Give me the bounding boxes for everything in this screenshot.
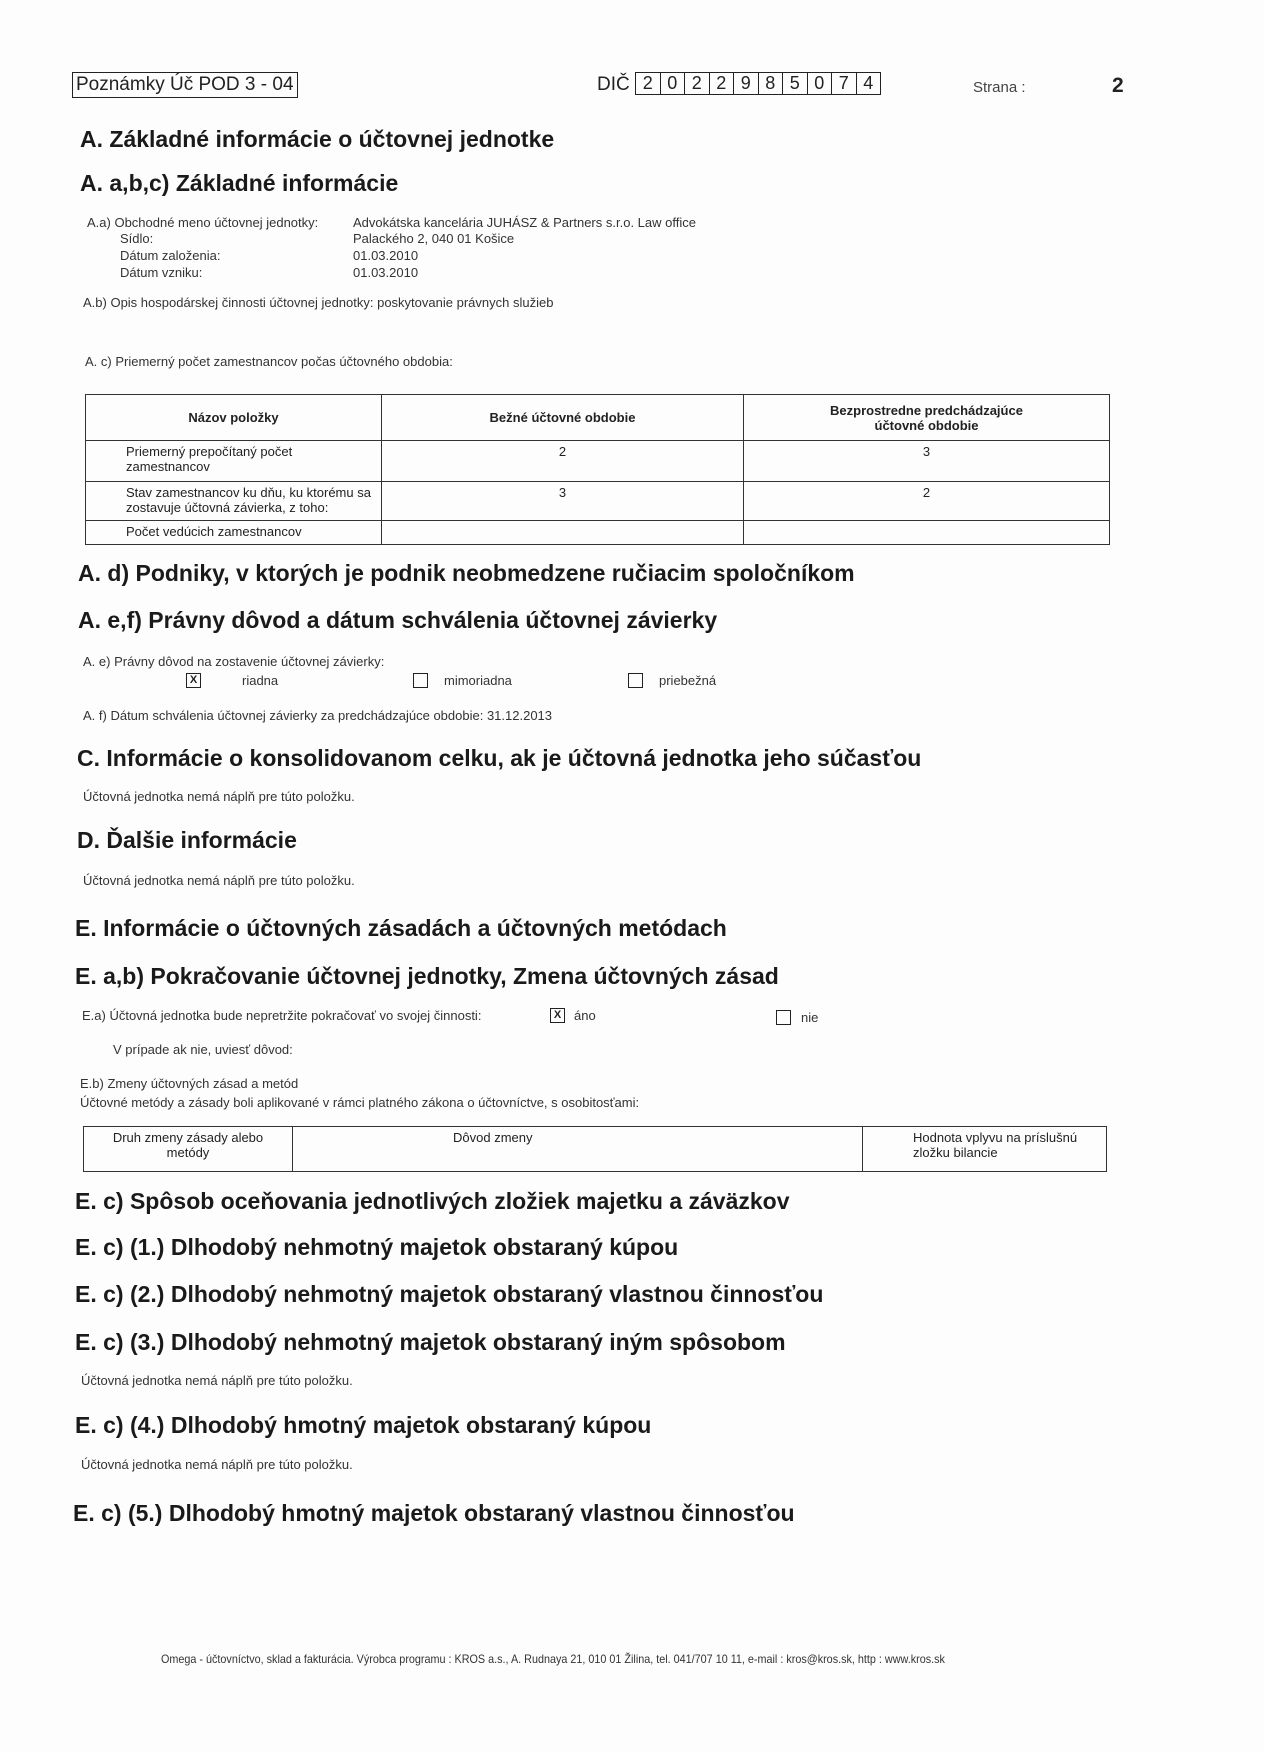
col-header: Bežné účtovné obdobie — [382, 395, 744, 441]
cell: Priemerný prepočítaný počet zamestnancov — [86, 441, 382, 482]
cell: 3 — [382, 482, 744, 521]
table-row — [86, 521, 1110, 545]
option-label: nie — [801, 1010, 819, 1025]
employees-label: A. c) Priemerný počet zamestnancov počas účtovného obdobia: — [85, 354, 453, 369]
cell: 2 — [744, 482, 1110, 521]
value: 01.03.2010 — [353, 248, 419, 263]
option-label: riadna — [242, 673, 279, 688]
approval-date: A. f) Dátum schválenia účtovnej závierky za predchádzajúce obdobie: 31.12.2013 — [83, 708, 553, 723]
note: Účtovná jednotka nemá náplň pre túto položku. — [83, 789, 355, 804]
note: Účtovná jednotka nemá náplň pre túto položku. — [81, 1457, 353, 1472]
label: A. e) Právny dôvod na zostavenie účtovnej závierky: — [83, 654, 385, 669]
note: Účtovná jednotka nemá náplň pre túto položku. — [81, 1373, 353, 1388]
cell: Stav zamestnancov ku dňu, ku ktorému sa zostavuje účtovná závierka, z toho: — [86, 482, 382, 521]
section-heading: E. c) Spôsob oceňovania jednotlivých zložiek majetku a záväzkov — [75, 1188, 790, 1214]
dic-digit: 2 — [685, 73, 710, 94]
dic-digit: 9 — [734, 73, 759, 94]
section-heading: E. c) (4.) Dlhodobý hmotný majetok obstaraný kúpou — [75, 1412, 652, 1438]
section-heading: A. a,b,c) Základné informácie — [80, 170, 399, 196]
checkbox-priebezna[interactable] — [628, 673, 643, 688]
value: Palackého 2, 040 01 Košice — [353, 231, 515, 246]
footer-text: Omega - účtovníctvo, sklad a fakturácia. Výrobca programu : KROS a.s., A. Rudnaya 21, 010 01 Žilina, tel. 041/707 10 11, e-mail : kros@kros.sk, http : www.kros.sk — [161, 1652, 945, 1666]
dic-digit: 5 — [783, 73, 808, 94]
dic-digit: 0 — [661, 73, 686, 94]
activity-text: A.b) Opis hospodárskej činnosti účtovnej jednotky: poskytovanie právnych služieb — [83, 295, 554, 310]
section-heading: D. Ďalšie informácie — [77, 827, 297, 853]
label: Dátum založenia: — [120, 248, 221, 263]
label: V prípade ak nie, uviesť dôvod: — [113, 1042, 293, 1057]
employees-table — [85, 394, 1110, 545]
option-label: áno — [574, 1008, 596, 1023]
section-heading: E. c) (1.) Dlhodobý nehmotný majetok obstaraný kúpou — [75, 1234, 679, 1260]
option-label: priebežná — [659, 673, 717, 688]
col-header: Dôvod zmeny — [293, 1127, 863, 1172]
section-heading: A. e,f) Právny dôvod a dátum schválenia účtovnej závierky — [78, 607, 718, 633]
section-heading: C. Informácie o konsolidovanom celku, ak je účtovná jednotka jeho súčasťou — [77, 745, 922, 771]
section-heading: E. Informácie o účtovných zásadách a účtovných metódach — [75, 915, 727, 941]
dic-digit: 4 — [863, 73, 874, 93]
checkbox-riadna[interactable]: X — [186, 673, 201, 688]
dic-digit: 2 — [710, 73, 735, 94]
form-code: Poznámky Úč POD 3 - 04 — [72, 72, 298, 98]
cell: 2 — [382, 441, 744, 482]
checkbox-mimoriadna[interactable] — [413, 673, 428, 688]
col-header: Druh zmeny zásady alebo metódy — [84, 1127, 293, 1172]
table-row — [86, 441, 1110, 482]
cell — [744, 521, 1110, 545]
value: 01.03.2010 — [353, 265, 419, 280]
label: E.a) Účtovná jednotka bude nepretržite pokračovať vo svojej činnosti: — [82, 1008, 482, 1023]
checkbox-nie[interactable] — [776, 1010, 791, 1025]
dic-boxes — [635, 72, 881, 95]
cell: 3 — [744, 441, 1110, 482]
label: A.a) Obchodné meno účtovnej jednotky: — [87, 215, 319, 230]
section-heading: E. c) (3.) Dlhodobý nehmotný majetok obstaraný iným spôsobom — [75, 1329, 786, 1355]
col-header: Názov položky — [86, 395, 382, 441]
dic-digit: 0 — [808, 73, 833, 94]
section-heading: A. d) Podniky, v ktorých je podnik neobmedzene ručiacim spoločníkom — [78, 560, 855, 586]
section-heading: E. c) (5.) Dlhodobý hmotný majetok obstaraný vlastnou činnosťou — [73, 1500, 795, 1526]
dic-label: DIČ — [597, 74, 630, 95]
dic-digit: 7 — [832, 73, 857, 94]
dic-digit: 8 — [759, 73, 784, 94]
checkbox-ano[interactable]: X — [550, 1008, 565, 1023]
section-heading: E. a,b) Pokračovanie účtovnej jednotky, Zmena účtovných zásad — [75, 963, 779, 989]
label: Účtovné metódy a zásady boli aplikované v rámci platného zákona o účtovníctve, s osobitosťami: — [80, 1095, 640, 1110]
section-heading: A. Základné informácie o účtovnej jednotke — [80, 126, 555, 152]
changes-table — [83, 1126, 1107, 1172]
page-number: 2 — [1112, 74, 1124, 97]
page-label: Strana : — [973, 79, 1026, 96]
value: Advokátska kancelária JUHÁSZ & Partners s.r.o. Law office — [353, 215, 696, 230]
label: E.b) Zmeny účtovných zásad a metód — [80, 1076, 299, 1091]
dic-digit: 2 — [636, 73, 661, 94]
col-header: Hodnota vplyvu na príslušnú zložku bilancie — [863, 1127, 1107, 1172]
section-heading: E. c) (2.) Dlhodobý nehmotný majetok obstaraný vlastnou činnosťou — [75, 1281, 824, 1307]
table-row — [86, 482, 1110, 521]
note: Účtovná jednotka nemá náplň pre túto položku. — [83, 873, 355, 888]
label: Sídlo: — [120, 231, 154, 246]
label: Dátum vzniku: — [120, 265, 203, 280]
option-label: mimoriadna — [444, 673, 512, 688]
col-header: Bezprostredne predchádzajúce účtovné obdobie — [744, 395, 1110, 441]
cell — [382, 521, 744, 545]
cell: Počet vedúcich zamestnancov — [86, 521, 382, 545]
